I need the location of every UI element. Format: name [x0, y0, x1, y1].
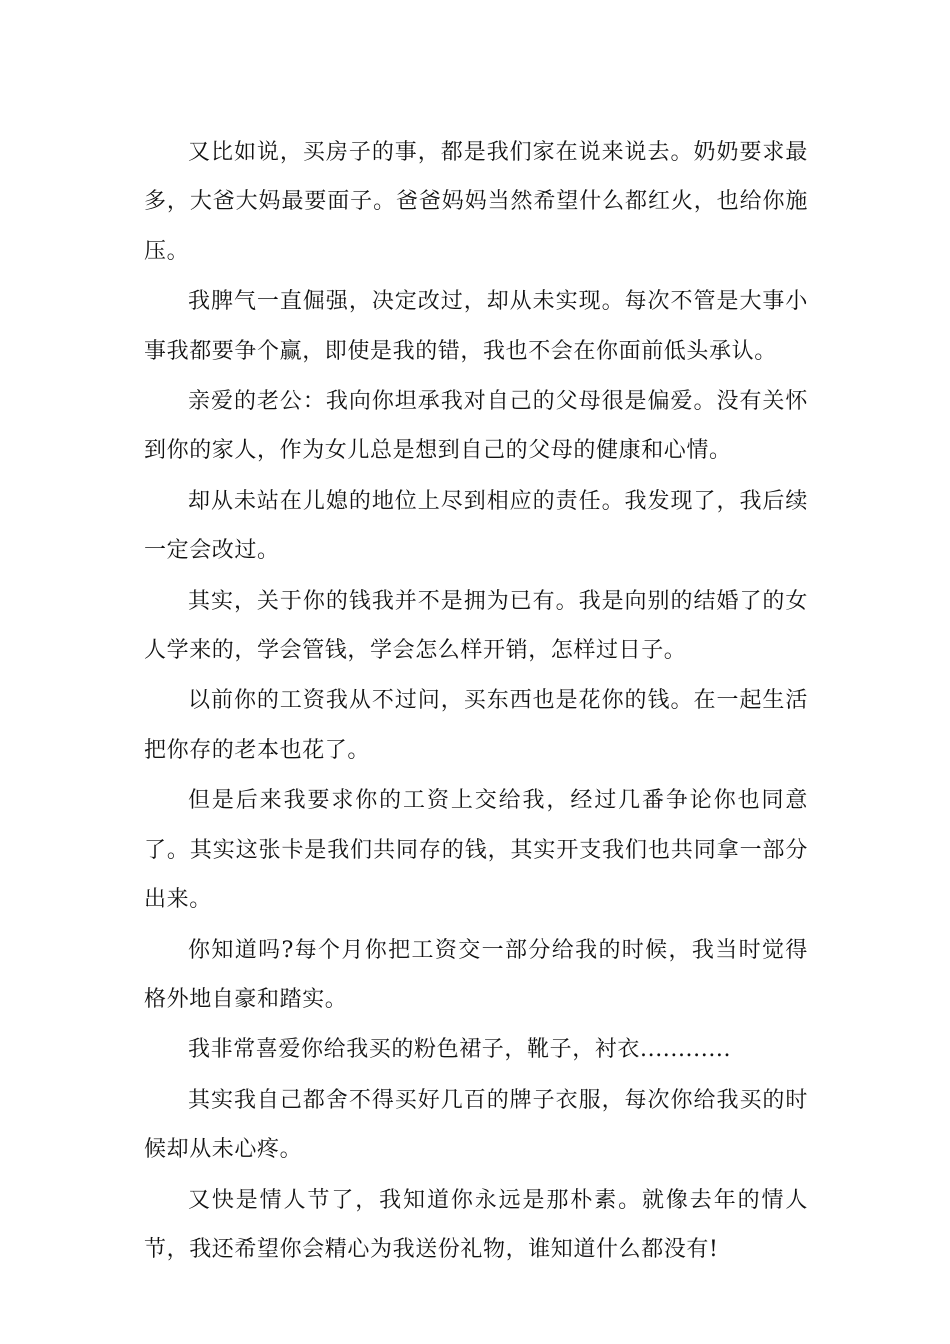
paragraph: 我脾气一直倔强，决定改过，却从未实现。每次不管是大事小事我都要争个赢，即使是我的错，我也不会在你面前低头承认。: [144, 289, 808, 364]
paragraph: 以前你的工资我从不过问，买东西也是花你的钱。在一起生活把你存的老本也花了。: [144, 688, 808, 763]
paragraph: 又比如说，买房子的事，都是我们家在说来说去。奶奶要求最多，大爸大妈最要面子。爸爸妈妈当然希望什么都红火，也给你施压。: [144, 140, 808, 264]
paragraph: 其实我自己都舍不得买好几百的牌子衣服，每次你给我买的时候却从未心疼。: [144, 1087, 808, 1163]
paragraph: 你知道吗?每个月你把工资交一部分给我的时候，我当时觉得格外地自豪和踏实。: [144, 937, 808, 1012]
paragraph: 其实，关于你的钱我并不是拥为已有。我是向别的结婚了的女人学来的，学会管钱，学会怎么样开销，怎样过日子。: [144, 588, 808, 664]
paragraph: 亲爱的老公：我向你坦承我对自己的父母很是偏爱。没有关怀到你的家人，作为女儿总是想到自己的父母的健康和心情。: [144, 389, 808, 464]
document-body: [144, 128, 808, 1275]
paragraph: 又快是情人节了，我知道你永远是那朴素。就像去年的情人节，我还希望你会精心为我送份礼物，谁知道什么都没有!: [144, 1187, 808, 1262]
paragraph: 却从未站在儿媳的地位上尽到相应的责任。我发现了，我后续一定会改过。: [144, 488, 808, 564]
paragraph: 但是后来我要求你的工资上交给我，经过几番争论你也同意了。其实这张卡是我们共同存的钱，其实开支我们也共同拿一部分出来。: [144, 788, 808, 913]
paragraph: 我非常喜爱你给我买的粉色裙子，靴子，衬衣............: [188, 1037, 732, 1063]
